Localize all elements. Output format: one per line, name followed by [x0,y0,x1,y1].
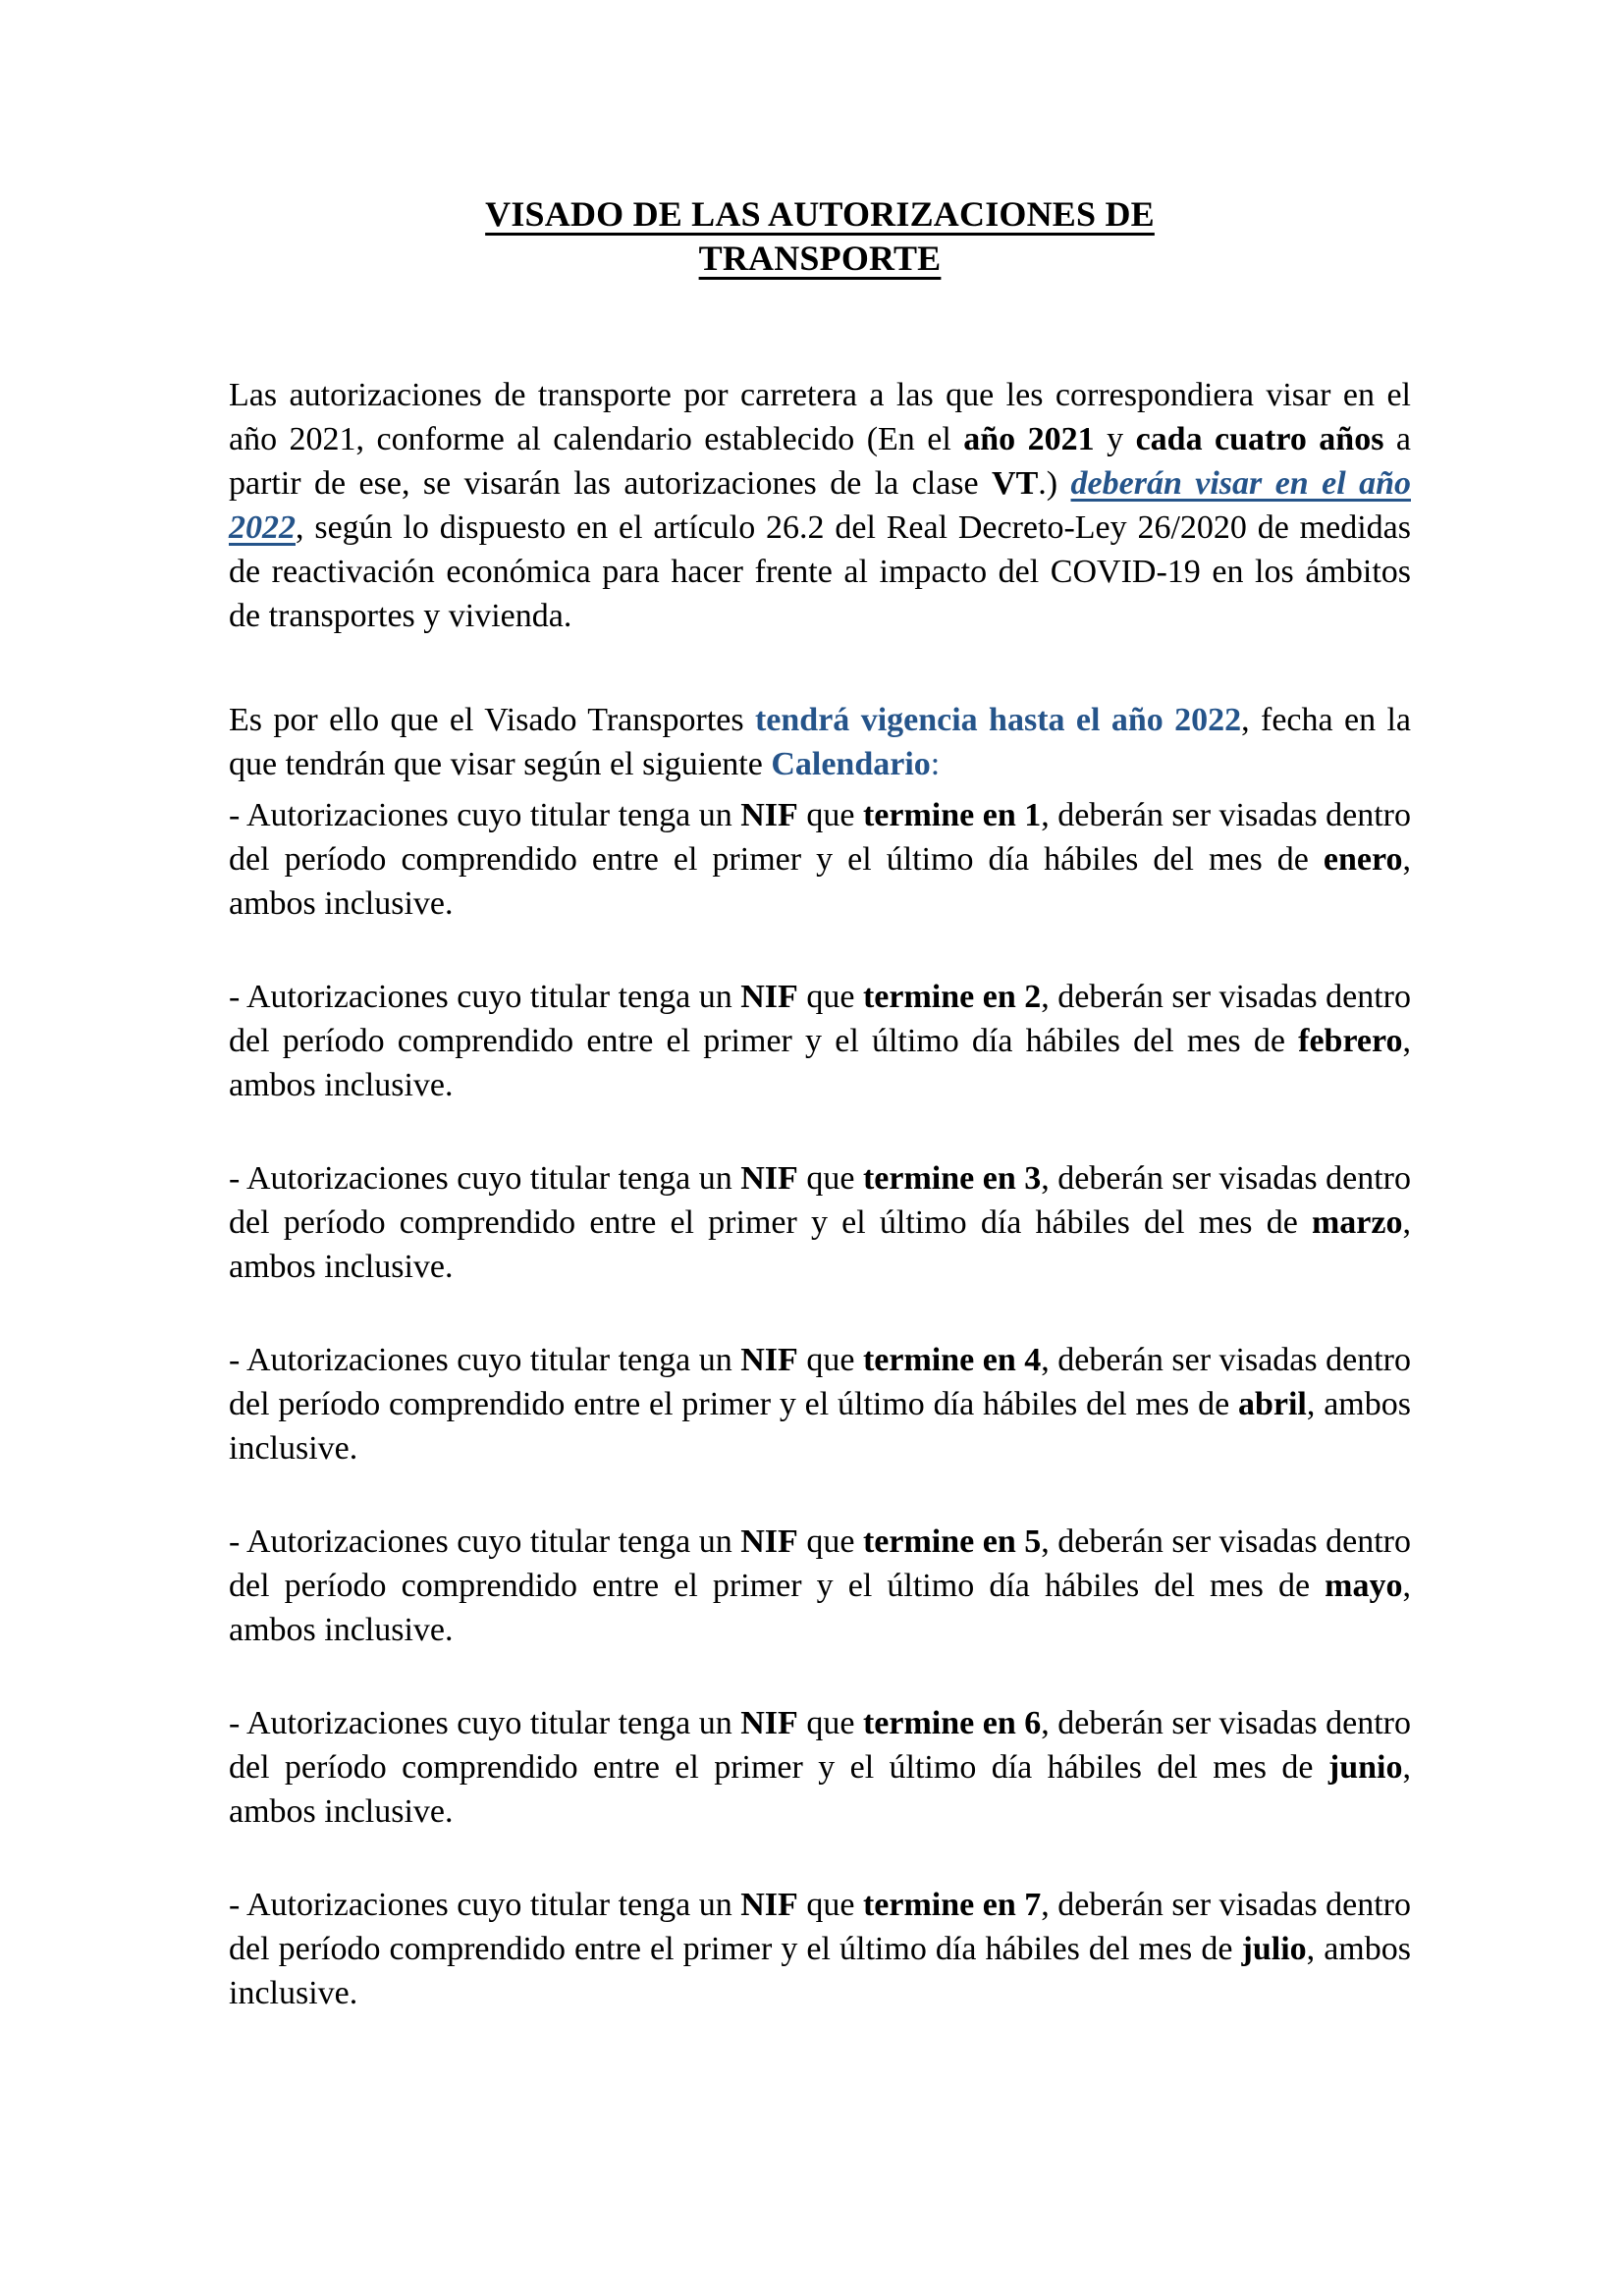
title-line-2-text: TRANSPORTE [698,239,942,278]
calendar-item-paragraph [229,1520,1411,1652]
bold-text-segment: termine en 6 [862,1705,1042,1741]
text-segment: - Autorizaciones cuyo titular tenga un [229,1887,741,1923]
calendar-item-paragraph [229,1701,1411,1834]
title-line-1 [229,192,1411,237]
bold-text-segment: NIF [740,1160,798,1197]
text-segment: que [797,1887,863,1923]
title-line-1-text: VISADO DE LAS AUTORIZACIONES DE [485,194,1155,234]
text-segment: , ambos inclusive. [229,841,1411,922]
bold-text-segment: cada cuatro años [1135,421,1384,457]
text-segment: , fecha en la que tendrán que visar según el siguiente [229,702,1411,782]
calendar-item-paragraph [229,1338,1411,1470]
accent-text-segment: Calendario [771,746,931,782]
text-segment: .) [1038,465,1071,502]
text-segment: y [1094,421,1136,457]
text-segment: que [797,1342,863,1378]
calendar-item-paragraph [229,1156,1411,1289]
text-segment: , ambos inclusive. [229,1023,1411,1103]
text-segment: - Autorizaciones cuyo titular tenga un [229,979,741,1015]
bold-text-segment: enero [1323,841,1403,878]
bold-text-segment: julio [1241,1931,1307,1967]
bold-text-segment: NIF [740,1523,798,1560]
bold-text-segment: termine en 5 [862,1523,1042,1560]
text-segment: Es por ello que el Visado Transportes [229,702,755,738]
calendar-list [229,793,1411,2015]
bold-text-segment: NIF [740,1342,798,1378]
bold-text-segment: termine en 4 [862,1342,1042,1378]
bold-text-segment: NIF [740,1887,798,1923]
text-segment: - Autorizaciones cuyo titular tenga un [229,1523,741,1560]
text-segment: , según lo dispuesto en el artículo 26.2 del Real Decreto-Ley 26/2020 de medidas de reactivación económica para hacer frente al impacto del COVID-19 en los ámbitos de transportes y vivienda. [229,509,1411,634]
text-segment: , ambos inclusive. [229,1204,1411,1285]
text-segment: , ambos inclusive. [229,1749,1411,1830]
bold-text-segment: NIF [740,979,798,1015]
title-line-2 [229,237,1411,281]
text-segment: , deberán ser visadas dentro del período comprendido entre el primer y el último día hábiles del mes de [229,1342,1411,1422]
accent-text-segment: : [930,746,941,782]
text-segment: , deberán ser visadas dentro del período comprendido entre el primer y el último día hábiles del mes de [229,1705,1411,1786]
text-segment: , deberán ser visadas dentro del período comprendido entre el primer y el último día hábiles del mes de [229,979,1411,1059]
text-segment: - Autorizaciones cuyo titular tenga un [229,1705,741,1741]
bold-text-segment: NIF [740,1705,798,1741]
text-segment: a partir de ese, se visarán las autorizaciones de la clase [229,421,1411,502]
text-segment: que [797,1160,863,1197]
bold-text-segment: año 2021 [963,421,1095,457]
bold-text-segment: termine en 2 [862,979,1042,1015]
text-segment: , deberán ser visadas dentro del período comprendido entre el primer y el último día hábiles del mes de [229,797,1411,878]
intro-paragraph [229,373,1411,638]
text-segment: , ambos inclusive. [229,1386,1411,1467]
document-title [229,192,1411,281]
text-segment: , deberán ser visadas dentro del período comprendido entre el primer y el último día hábiles del mes de [229,1160,1411,1241]
text-segment: , ambos inclusive. [229,1568,1411,1648]
text-segment: - Autorizaciones cuyo titular tenga un [229,797,741,833]
bold-text-segment: abril [1237,1386,1307,1422]
bold-text-segment: marzo [1311,1204,1403,1241]
bold-text-segment: mayo [1325,1568,1403,1604]
bold-text-segment: termine en 7 [862,1887,1042,1923]
bold-text-segment: junio [1327,1749,1403,1786]
text-segment: - Autorizaciones cuyo titular tenga un [229,1160,741,1197]
bold-text-segment: termine en 1 [862,797,1042,833]
text-segment: , deberán ser visadas dentro del período comprendido entre el primer y el último día hábiles del mes de [229,1887,1411,1967]
text-segment: que [797,1705,863,1741]
calendar-item-paragraph [229,975,1411,1107]
bold-text-segment: VT [992,465,1039,502]
text-segment: , ambos inclusive. [229,1931,1411,2011]
calendar-item-paragraph [229,793,1411,926]
text-segment: que [797,979,863,1015]
text-segment: que [797,1523,863,1560]
bold-text-segment: termine en 3 [862,1160,1042,1197]
calendar-item-paragraph [229,1883,1411,2015]
bold-text-segment: febrero [1298,1023,1403,1059]
text-segment: , deberán ser visadas dentro del período comprendido entre el primer y el último día hábiles del mes de [229,1523,1411,1604]
accent-text-segment: tendrá vigencia hasta el año 2022 [754,702,1242,738]
text-segment: Las autorizaciones de transporte por carretera a las que les correspondiera visar en el año 2021, conforme al calendario establecido (En el [229,377,1411,457]
bold-text-segment: NIF [740,797,798,833]
text-segment: - Autorizaciones cuyo titular tenga un [229,1342,741,1378]
text-segment: que [797,797,863,833]
accent-text-segment: deberán visar en el año 2022 [229,465,1411,546]
validity-paragraph [229,698,1411,786]
